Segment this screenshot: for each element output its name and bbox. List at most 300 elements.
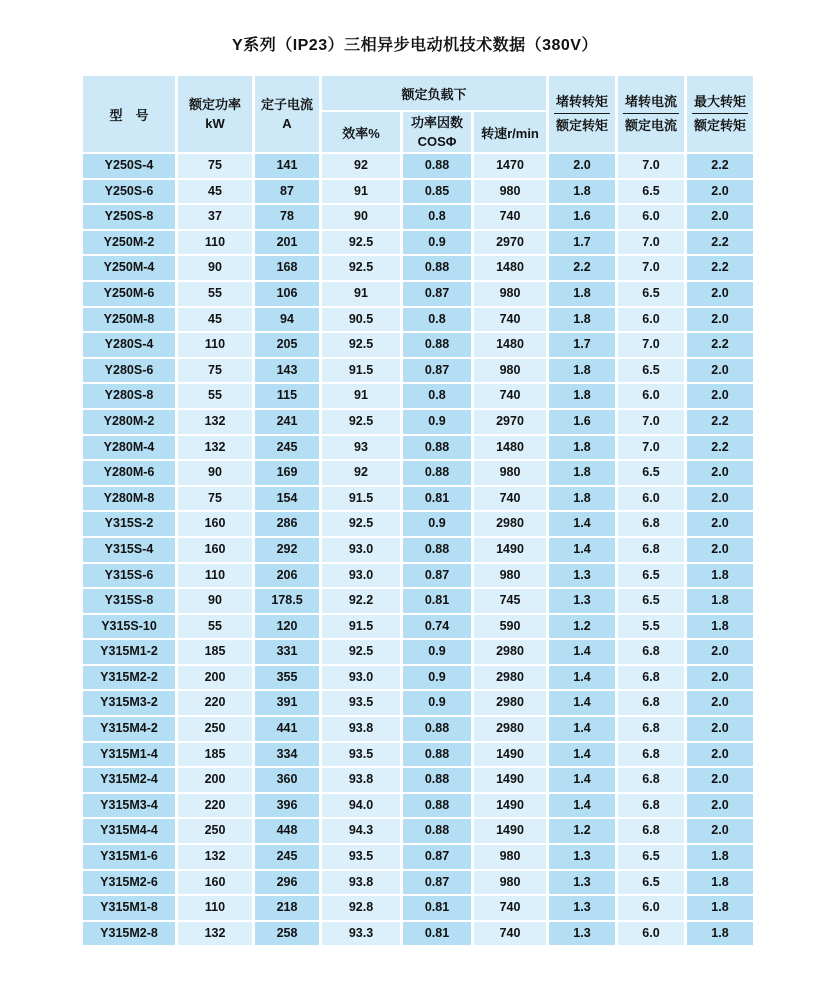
table-row xyxy=(83,640,753,664)
cell-locked-current-ratio: 6.8 xyxy=(618,768,684,792)
cell-model: Y315S-6 xyxy=(83,564,175,588)
table-row xyxy=(83,743,753,767)
cell-max-torque-ratio: 2.2 xyxy=(687,256,753,280)
cell-rated-power: 90 xyxy=(178,589,252,613)
table-row xyxy=(83,333,753,357)
cell-locked-torque-ratio: 1.8 xyxy=(549,308,615,332)
cell-model: Y315M1-6 xyxy=(83,845,175,869)
cell-power-factor: 0.88 xyxy=(403,154,471,178)
cell-speed: 740 xyxy=(474,384,546,408)
cell-locked-torque-ratio: 1.8 xyxy=(549,436,615,460)
cell-locked-current-ratio: 6.5 xyxy=(618,282,684,306)
max-torque-fraction xyxy=(692,95,748,132)
cell-speed: 1490 xyxy=(474,768,546,792)
cell-locked-current-ratio: 6.0 xyxy=(618,922,684,946)
cell-efficiency: 92.5 xyxy=(322,640,400,664)
table-row xyxy=(83,845,753,869)
cell-power-factor: 0.87 xyxy=(403,564,471,588)
table-row xyxy=(83,615,753,639)
header-stator-current xyxy=(255,76,319,152)
cell-max-torque-ratio: 2.2 xyxy=(687,154,753,178)
cell-speed: 1480 xyxy=(474,256,546,280)
cell-stator-current: 178.5 xyxy=(255,589,319,613)
cell-stator-current: 241 xyxy=(255,410,319,434)
cell-rated-power: 45 xyxy=(178,308,252,332)
table-row xyxy=(83,256,753,280)
cell-stator-current: 331 xyxy=(255,640,319,664)
cell-rated-power: 132 xyxy=(178,922,252,946)
cell-stator-current: 205 xyxy=(255,333,319,357)
cell-model: Y280M-2 xyxy=(83,410,175,434)
header-stator-current-label: 定子电流 xyxy=(260,97,313,112)
cell-locked-torque-ratio: 1.3 xyxy=(549,922,615,946)
table-row xyxy=(83,819,753,843)
header-model-label: 型 号 xyxy=(109,107,149,123)
cell-speed: 1490 xyxy=(474,743,546,767)
cell-model: Y280S-6 xyxy=(83,359,175,383)
cell-rated-power: 110 xyxy=(178,333,252,357)
cell-locked-torque-ratio: 1.2 xyxy=(549,819,615,843)
cell-stator-current: 292 xyxy=(255,538,319,562)
locked-torque-numerator: 堵转转矩 xyxy=(554,95,610,114)
header-model xyxy=(83,76,175,152)
cell-locked-current-ratio: 6.8 xyxy=(618,666,684,690)
cell-power-factor: 0.88 xyxy=(403,794,471,818)
cell-max-torque-ratio: 2.0 xyxy=(687,205,753,229)
table-row xyxy=(83,512,753,536)
cell-locked-torque-ratio: 2.2 xyxy=(549,256,615,280)
table-row xyxy=(83,589,753,613)
cell-model: Y315M1-8 xyxy=(83,896,175,920)
cell-power-factor: 0.9 xyxy=(403,691,471,715)
cell-power-factor: 0.87 xyxy=(403,845,471,869)
cell-efficiency: 93.5 xyxy=(322,691,400,715)
cell-rated-power: 45 xyxy=(178,180,252,204)
cell-stator-current: 169 xyxy=(255,461,319,485)
cell-speed: 980 xyxy=(474,564,546,588)
cell-speed: 1490 xyxy=(474,819,546,843)
cell-power-factor: 0.9 xyxy=(403,512,471,536)
cell-speed: 980 xyxy=(474,461,546,485)
cell-locked-current-ratio: 6.8 xyxy=(618,538,684,562)
cell-efficiency: 93.8 xyxy=(322,717,400,741)
cell-power-factor: 0.8 xyxy=(403,205,471,229)
table-row xyxy=(83,487,753,511)
table-row xyxy=(83,794,753,818)
cell-stator-current: 391 xyxy=(255,691,319,715)
cell-stator-current: 78 xyxy=(255,205,319,229)
cell-rated-power: 75 xyxy=(178,487,252,511)
header-max-torque-ratio xyxy=(687,76,753,152)
cell-speed: 2970 xyxy=(474,410,546,434)
cell-locked-current-ratio: 6.5 xyxy=(618,589,684,613)
table-row xyxy=(83,205,753,229)
cell-speed: 2980 xyxy=(474,640,546,664)
cell-power-factor: 0.88 xyxy=(403,768,471,792)
cell-max-torque-ratio: 1.8 xyxy=(687,922,753,946)
cell-efficiency: 92.5 xyxy=(322,410,400,434)
cell-power-factor: 0.85 xyxy=(403,180,471,204)
cell-max-torque-ratio: 1.8 xyxy=(687,615,753,639)
cell-locked-current-ratio: 6.8 xyxy=(618,640,684,664)
cell-power-factor: 0.81 xyxy=(403,896,471,920)
cell-locked-current-ratio: 7.0 xyxy=(618,154,684,178)
cell-locked-torque-ratio: 1.6 xyxy=(549,410,615,434)
table-row xyxy=(83,154,753,178)
cell-rated-power: 90 xyxy=(178,256,252,280)
page-title: Y系列（IP23）三相异步电动机技术数据（380V） xyxy=(232,37,598,54)
cell-locked-torque-ratio: 1.4 xyxy=(549,743,615,767)
cell-power-factor: 0.88 xyxy=(403,538,471,562)
cell-efficiency: 94.3 xyxy=(322,819,400,843)
cell-locked-torque-ratio: 1.7 xyxy=(549,333,615,357)
cell-locked-current-ratio: 6.5 xyxy=(618,359,684,383)
cell-power-factor: 0.9 xyxy=(403,666,471,690)
cell-speed: 2980 xyxy=(474,717,546,741)
cell-locked-current-ratio: 7.0 xyxy=(618,231,684,255)
cell-rated-power: 75 xyxy=(178,359,252,383)
cell-max-torque-ratio: 2.0 xyxy=(687,794,753,818)
cell-stator-current: 441 xyxy=(255,717,319,741)
cell-locked-torque-ratio: 1.7 xyxy=(549,231,615,255)
cell-locked-torque-ratio: 1.4 xyxy=(549,691,615,715)
cell-efficiency: 93.5 xyxy=(322,845,400,869)
cell-power-factor: 0.9 xyxy=(403,640,471,664)
cell-model: Y315M2-6 xyxy=(83,871,175,895)
cell-speed: 2980 xyxy=(474,666,546,690)
cell-max-torque-ratio: 2.0 xyxy=(687,359,753,383)
cell-locked-current-ratio: 6.5 xyxy=(618,564,684,588)
cell-efficiency: 93.3 xyxy=(322,922,400,946)
cell-model: Y315M3-4 xyxy=(83,794,175,818)
cell-locked-torque-ratio: 1.8 xyxy=(549,359,615,383)
cell-locked-torque-ratio: 1.8 xyxy=(549,384,615,408)
cell-rated-power: 55 xyxy=(178,282,252,306)
cell-max-torque-ratio: 2.0 xyxy=(687,512,753,536)
cell-efficiency: 91 xyxy=(322,384,400,408)
cell-rated-power: 110 xyxy=(178,564,252,588)
cell-speed: 2980 xyxy=(474,691,546,715)
cell-locked-current-ratio: 6.0 xyxy=(618,205,684,229)
table-row xyxy=(83,436,753,460)
cell-stator-current: 106 xyxy=(255,282,319,306)
cell-rated-power: 160 xyxy=(178,871,252,895)
cell-model: Y280M-8 xyxy=(83,487,175,511)
cell-max-torque-ratio: 1.8 xyxy=(687,871,753,895)
cell-max-torque-ratio: 2.2 xyxy=(687,231,753,255)
cell-rated-power: 200 xyxy=(178,666,252,690)
cell-max-torque-ratio: 2.0 xyxy=(687,743,753,767)
header-power-factor xyxy=(403,112,471,152)
cell-max-torque-ratio: 2.0 xyxy=(687,308,753,332)
cell-rated-power: 132 xyxy=(178,436,252,460)
cell-power-factor: 0.87 xyxy=(403,871,471,895)
locked-current-denominator: 额定电流 xyxy=(624,118,677,133)
cell-speed: 590 xyxy=(474,615,546,639)
cell-max-torque-ratio: 2.2 xyxy=(687,436,753,460)
cell-rated-power: 132 xyxy=(178,410,252,434)
cell-locked-torque-ratio: 1.4 xyxy=(549,512,615,536)
header-locked-current-ratio xyxy=(618,76,684,152)
cell-efficiency: 93.8 xyxy=(322,871,400,895)
table-row xyxy=(83,691,753,715)
cell-locked-torque-ratio: 1.8 xyxy=(549,282,615,306)
cell-speed: 740 xyxy=(474,487,546,511)
cell-rated-power: 200 xyxy=(178,768,252,792)
cell-power-factor: 0.8 xyxy=(403,384,471,408)
cell-model: Y250S-6 xyxy=(83,180,175,204)
cell-stator-current: 201 xyxy=(255,231,319,255)
cell-rated-power: 110 xyxy=(178,896,252,920)
cell-max-torque-ratio: 2.2 xyxy=(687,410,753,434)
cell-speed: 980 xyxy=(474,359,546,383)
cell-max-torque-ratio: 2.0 xyxy=(687,768,753,792)
cell-stator-current: 286 xyxy=(255,512,319,536)
cell-max-torque-ratio: 2.0 xyxy=(687,384,753,408)
cell-locked-torque-ratio: 1.3 xyxy=(549,564,615,588)
cell-max-torque-ratio: 2.2 xyxy=(687,333,753,357)
cell-model: Y315M2-8 xyxy=(83,922,175,946)
cell-stator-current: 206 xyxy=(255,564,319,588)
cell-locked-current-ratio: 7.0 xyxy=(618,436,684,460)
cell-rated-power: 132 xyxy=(178,845,252,869)
cell-model: Y250S-4 xyxy=(83,154,175,178)
cell-model: Y250M-8 xyxy=(83,308,175,332)
cell-model: Y315S-10 xyxy=(83,615,175,639)
cell-model: Y280M-6 xyxy=(83,461,175,485)
cell-locked-current-ratio: 6.8 xyxy=(618,794,684,818)
cell-locked-current-ratio: 6.8 xyxy=(618,691,684,715)
cell-speed: 1470 xyxy=(474,154,546,178)
cell-stator-current: 355 xyxy=(255,666,319,690)
cell-locked-torque-ratio: 1.8 xyxy=(549,180,615,204)
cell-max-torque-ratio: 1.8 xyxy=(687,845,753,869)
header-rated-power xyxy=(178,76,252,152)
header-locked-torque-ratio xyxy=(549,76,615,152)
cell-locked-current-ratio: 5.5 xyxy=(618,615,684,639)
cell-locked-torque-ratio: 1.3 xyxy=(549,871,615,895)
table-row xyxy=(83,922,753,946)
table-row xyxy=(83,717,753,741)
cell-speed: 1480 xyxy=(474,333,546,357)
cell-rated-power: 90 xyxy=(178,461,252,485)
cell-rated-power: 250 xyxy=(178,819,252,843)
cell-locked-current-ratio: 6.5 xyxy=(618,845,684,869)
cell-max-torque-ratio: 1.8 xyxy=(687,896,753,920)
cell-speed: 980 xyxy=(474,282,546,306)
cell-max-torque-ratio: 2.0 xyxy=(687,819,753,843)
cell-model: Y250M-4 xyxy=(83,256,175,280)
table-row xyxy=(83,359,753,383)
cell-speed: 745 xyxy=(474,589,546,613)
cell-max-torque-ratio: 2.0 xyxy=(687,282,753,306)
cell-stator-current: 218 xyxy=(255,896,319,920)
cell-rated-power: 185 xyxy=(178,743,252,767)
cell-stator-current: 258 xyxy=(255,922,319,946)
cell-locked-torque-ratio: 1.4 xyxy=(549,666,615,690)
max-torque-numerator: 最大转矩 xyxy=(692,95,748,114)
header-rated-power-label: 额定功率 xyxy=(188,97,241,112)
cell-model: Y315M1-4 xyxy=(83,743,175,767)
cell-speed: 740 xyxy=(474,922,546,946)
cell-model: Y315M1-2 xyxy=(83,640,175,664)
cell-stator-current: 245 xyxy=(255,845,319,869)
cell-efficiency: 93.0 xyxy=(322,564,400,588)
cell-efficiency: 90 xyxy=(322,205,400,229)
cell-stator-current: 141 xyxy=(255,154,319,178)
cell-efficiency: 93 xyxy=(322,436,400,460)
cell-efficiency: 91.5 xyxy=(322,615,400,639)
cell-locked-current-ratio: 6.0 xyxy=(618,896,684,920)
cell-speed: 740 xyxy=(474,308,546,332)
cell-locked-torque-ratio: 1.8 xyxy=(549,461,615,485)
cell-locked-current-ratio: 6.0 xyxy=(618,384,684,408)
cell-max-torque-ratio: 1.8 xyxy=(687,589,753,613)
cell-stator-current: 87 xyxy=(255,180,319,204)
cell-speed: 980 xyxy=(474,180,546,204)
cell-locked-current-ratio: 6.8 xyxy=(618,717,684,741)
table-header xyxy=(83,76,753,152)
locked-torque-fraction xyxy=(554,95,610,132)
table-row xyxy=(83,282,753,306)
cell-efficiency: 93.5 xyxy=(322,743,400,767)
cell-efficiency: 92.2 xyxy=(322,589,400,613)
cell-model: Y315S-2 xyxy=(83,512,175,536)
cell-speed: 1490 xyxy=(474,794,546,818)
cell-max-torque-ratio: 2.0 xyxy=(687,180,753,204)
cell-rated-power: 220 xyxy=(178,691,252,715)
table-row xyxy=(83,180,753,204)
cell-max-torque-ratio: 2.0 xyxy=(687,640,753,664)
cell-power-factor: 0.9 xyxy=(403,410,471,434)
cell-locked-torque-ratio: 1.4 xyxy=(549,794,615,818)
cell-locked-current-ratio: 6.0 xyxy=(618,308,684,332)
table-row xyxy=(83,538,753,562)
cell-max-torque-ratio: 2.0 xyxy=(687,717,753,741)
cell-rated-power: 75 xyxy=(178,154,252,178)
cell-locked-current-ratio: 6.8 xyxy=(618,819,684,843)
cell-efficiency: 91.5 xyxy=(322,487,400,511)
cell-stator-current: 296 xyxy=(255,871,319,895)
cell-speed: 740 xyxy=(474,896,546,920)
cell-locked-torque-ratio: 1.6 xyxy=(549,205,615,229)
cell-power-factor: 0.88 xyxy=(403,819,471,843)
table-row xyxy=(83,768,753,792)
cell-locked-torque-ratio: 1.4 xyxy=(549,717,615,741)
cell-efficiency: 90.5 xyxy=(322,308,400,332)
cell-locked-torque-ratio: 2.0 xyxy=(549,154,615,178)
header-rated-power-unit: kW xyxy=(205,116,225,131)
cell-locked-torque-ratio: 1.3 xyxy=(549,589,615,613)
cell-efficiency: 91 xyxy=(322,180,400,204)
cell-power-factor: 0.81 xyxy=(403,922,471,946)
header-rated-load-group: 额定负载下 xyxy=(322,76,546,110)
cell-stator-current: 168 xyxy=(255,256,319,280)
cell-model: Y280S-8 xyxy=(83,384,175,408)
cell-model: Y315M2-4 xyxy=(83,768,175,792)
cell-model: Y315S-4 xyxy=(83,538,175,562)
cell-locked-torque-ratio: 1.4 xyxy=(549,640,615,664)
cell-speed: 980 xyxy=(474,871,546,895)
motor-data-table xyxy=(80,74,756,947)
cell-stator-current: 120 xyxy=(255,615,319,639)
cell-power-factor: 0.88 xyxy=(403,256,471,280)
cell-locked-current-ratio: 6.8 xyxy=(618,743,684,767)
cell-efficiency: 93.8 xyxy=(322,768,400,792)
cell-speed: 2980 xyxy=(474,512,546,536)
cell-stator-current: 115 xyxy=(255,384,319,408)
cell-efficiency: 93.0 xyxy=(322,538,400,562)
cell-model: Y280S-4 xyxy=(83,333,175,357)
cell-model: Y315M4-4 xyxy=(83,819,175,843)
cell-efficiency: 92.5 xyxy=(322,231,400,255)
cell-efficiency: 92 xyxy=(322,154,400,178)
table-row xyxy=(83,871,753,895)
cell-power-factor: 0.88 xyxy=(403,333,471,357)
cell-stator-current: 334 xyxy=(255,743,319,767)
table-row xyxy=(83,410,753,434)
max-torque-denominator: 额定转矩 xyxy=(693,118,746,133)
cell-rated-power: 110 xyxy=(178,231,252,255)
cell-stator-current: 154 xyxy=(255,487,319,511)
cell-speed: 740 xyxy=(474,205,546,229)
header-efficiency: 效率% xyxy=(322,112,400,152)
cell-locked-torque-ratio: 1.8 xyxy=(549,487,615,511)
cell-locked-current-ratio: 7.0 xyxy=(618,410,684,434)
cell-power-factor: 0.74 xyxy=(403,615,471,639)
cell-power-factor: 0.88 xyxy=(403,717,471,741)
cell-model: Y315S-8 xyxy=(83,589,175,613)
cell-efficiency: 91.5 xyxy=(322,359,400,383)
cell-efficiency: 92.8 xyxy=(322,896,400,920)
table-row xyxy=(83,896,753,920)
cell-max-torque-ratio: 2.0 xyxy=(687,487,753,511)
cell-speed: 2970 xyxy=(474,231,546,255)
cell-locked-current-ratio: 6.5 xyxy=(618,871,684,895)
cell-power-factor: 0.88 xyxy=(403,743,471,767)
header-stator-current-unit: A xyxy=(282,116,292,131)
cell-locked-current-ratio: 6.5 xyxy=(618,180,684,204)
table-row xyxy=(83,231,753,255)
cell-efficiency: 92.5 xyxy=(322,256,400,280)
cell-locked-current-ratio: 6.0 xyxy=(618,487,684,511)
locked-current-numerator: 堵转电流 xyxy=(623,95,679,114)
header-power-factor-label: 功率因数 xyxy=(410,115,463,130)
cell-rated-power: 55 xyxy=(178,615,252,639)
cell-model: Y315M4-2 xyxy=(83,717,175,741)
cell-locked-current-ratio: 7.0 xyxy=(618,333,684,357)
cell-model: Y315M2-2 xyxy=(83,666,175,690)
cell-locked-torque-ratio: 1.3 xyxy=(549,896,615,920)
cell-rated-power: 185 xyxy=(178,640,252,664)
cell-rated-power: 160 xyxy=(178,538,252,562)
cell-rated-power: 37 xyxy=(178,205,252,229)
cell-power-factor: 0.87 xyxy=(403,282,471,306)
cell-stator-current: 448 xyxy=(255,819,319,843)
table-row xyxy=(83,384,753,408)
cell-model: Y315M3-2 xyxy=(83,691,175,715)
table-row xyxy=(83,461,753,485)
cell-efficiency: 94.0 xyxy=(322,794,400,818)
cell-locked-torque-ratio: 1.4 xyxy=(549,538,615,562)
cell-speed: 1490 xyxy=(474,538,546,562)
cell-power-factor: 0.81 xyxy=(403,487,471,511)
cell-rated-power: 250 xyxy=(178,717,252,741)
locked-current-fraction xyxy=(623,95,679,132)
cell-locked-torque-ratio: 1.4 xyxy=(549,768,615,792)
cell-efficiency: 92.5 xyxy=(322,333,400,357)
cell-locked-current-ratio: 6.5 xyxy=(618,461,684,485)
